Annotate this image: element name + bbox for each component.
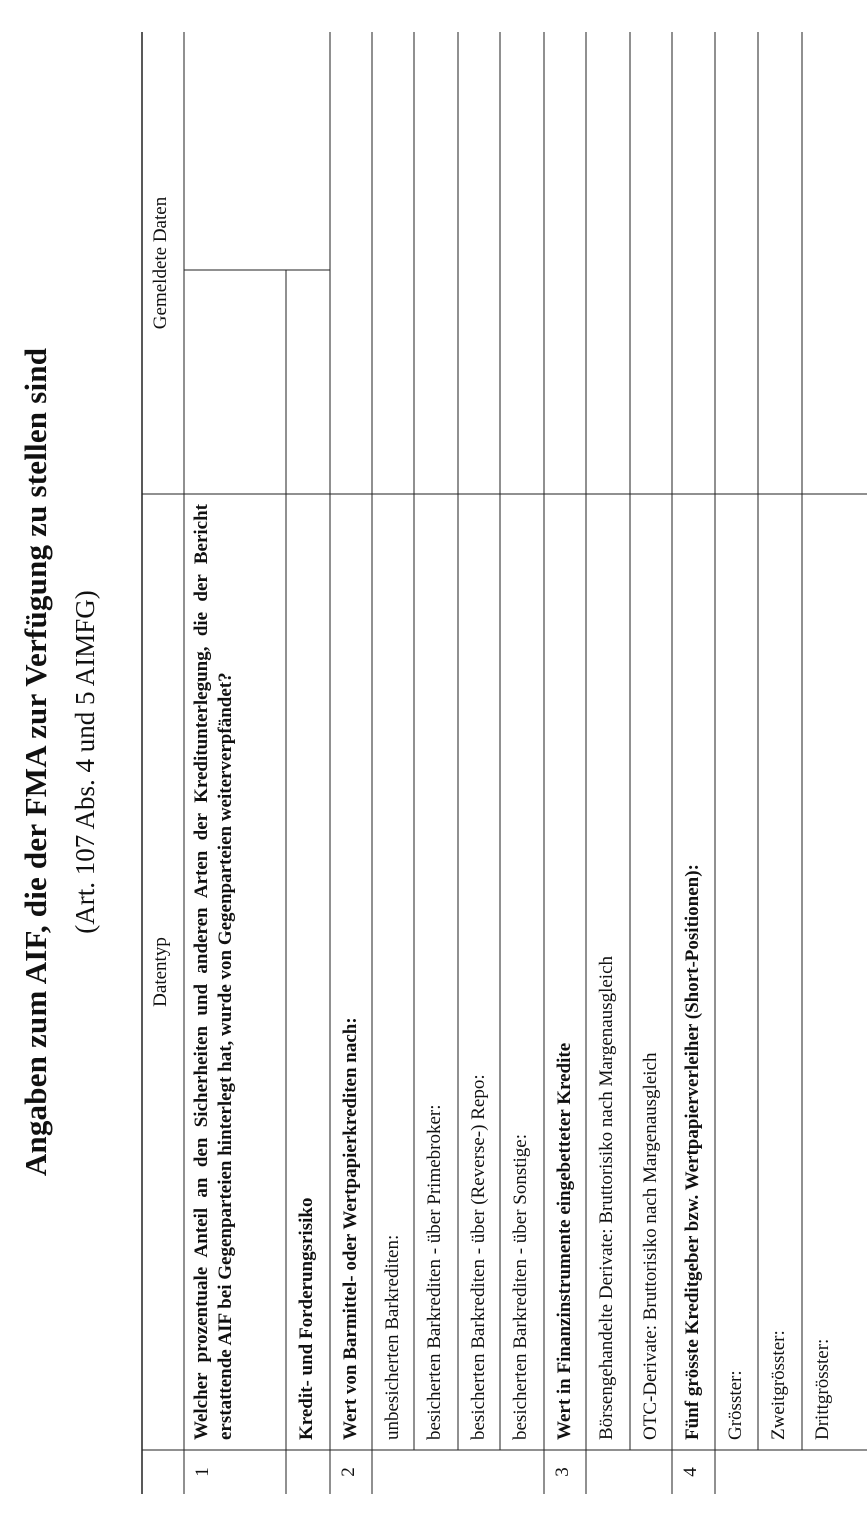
row-text: besicherten Barkrediten - über (Reverse-) Repo: (468, 1074, 489, 1440)
header-datentyp: Datentyp (150, 937, 171, 1007)
row-text: Börsengehandelte Derivate: Bruttorisiko nach Margenausgleich (596, 956, 617, 1440)
row-text: besicherten Barkrediten - über Sonstige: (510, 1133, 531, 1440)
row-number: 3 (552, 1467, 573, 1477)
row-number: 4 (680, 1467, 701, 1477)
row-text: Drittgrösster: (812, 1338, 833, 1440)
row-text: Wert in Finanzinstrumente eingebetteter Kredite (554, 1042, 575, 1440)
row-number: 2 (338, 1467, 359, 1477)
row-text: Welcher prozentuale Anteil an den Sicherheiten und anderen Arten der Kreditunterlegung, die der Bericht erstattende AIF bei Gegenparteien hinterlegt hat, wurde von Gegenparteien weiterverpfändet? (191, 504, 236, 1440)
row-text: Wert von Barmittel- oder Wertpapierkrediten nach: (340, 1017, 361, 1440)
page-title: Angaben zum AIF, die der FMA zur Verfügung zu stellen sind (18, 347, 53, 1177)
row-number: 1 (192, 1467, 213, 1477)
row-text: Fünf grösste Kreditgeber bzw. Wertpapierverleiher (Short-Positionen): (682, 864, 703, 1440)
row-text: Kredit- und Forderungsrisiko (296, 1197, 317, 1440)
row-text: OTC-Derivate: Bruttorisiko nach Margenausgleich (640, 1052, 661, 1440)
row-text: Zweitgrösster: (768, 1330, 789, 1440)
row-text: besicherten Barkrediten - über Primebroker: (424, 1104, 445, 1440)
header-gemeldete-daten: Gemeldete Daten (150, 196, 171, 330)
row-text: unbesicherten Barkrediten: (382, 1234, 403, 1440)
row-text: Grösster: (725, 1370, 746, 1440)
page-subtitle: (Art. 107 Abs. 4 und 5 AIMFG) (70, 590, 100, 934)
